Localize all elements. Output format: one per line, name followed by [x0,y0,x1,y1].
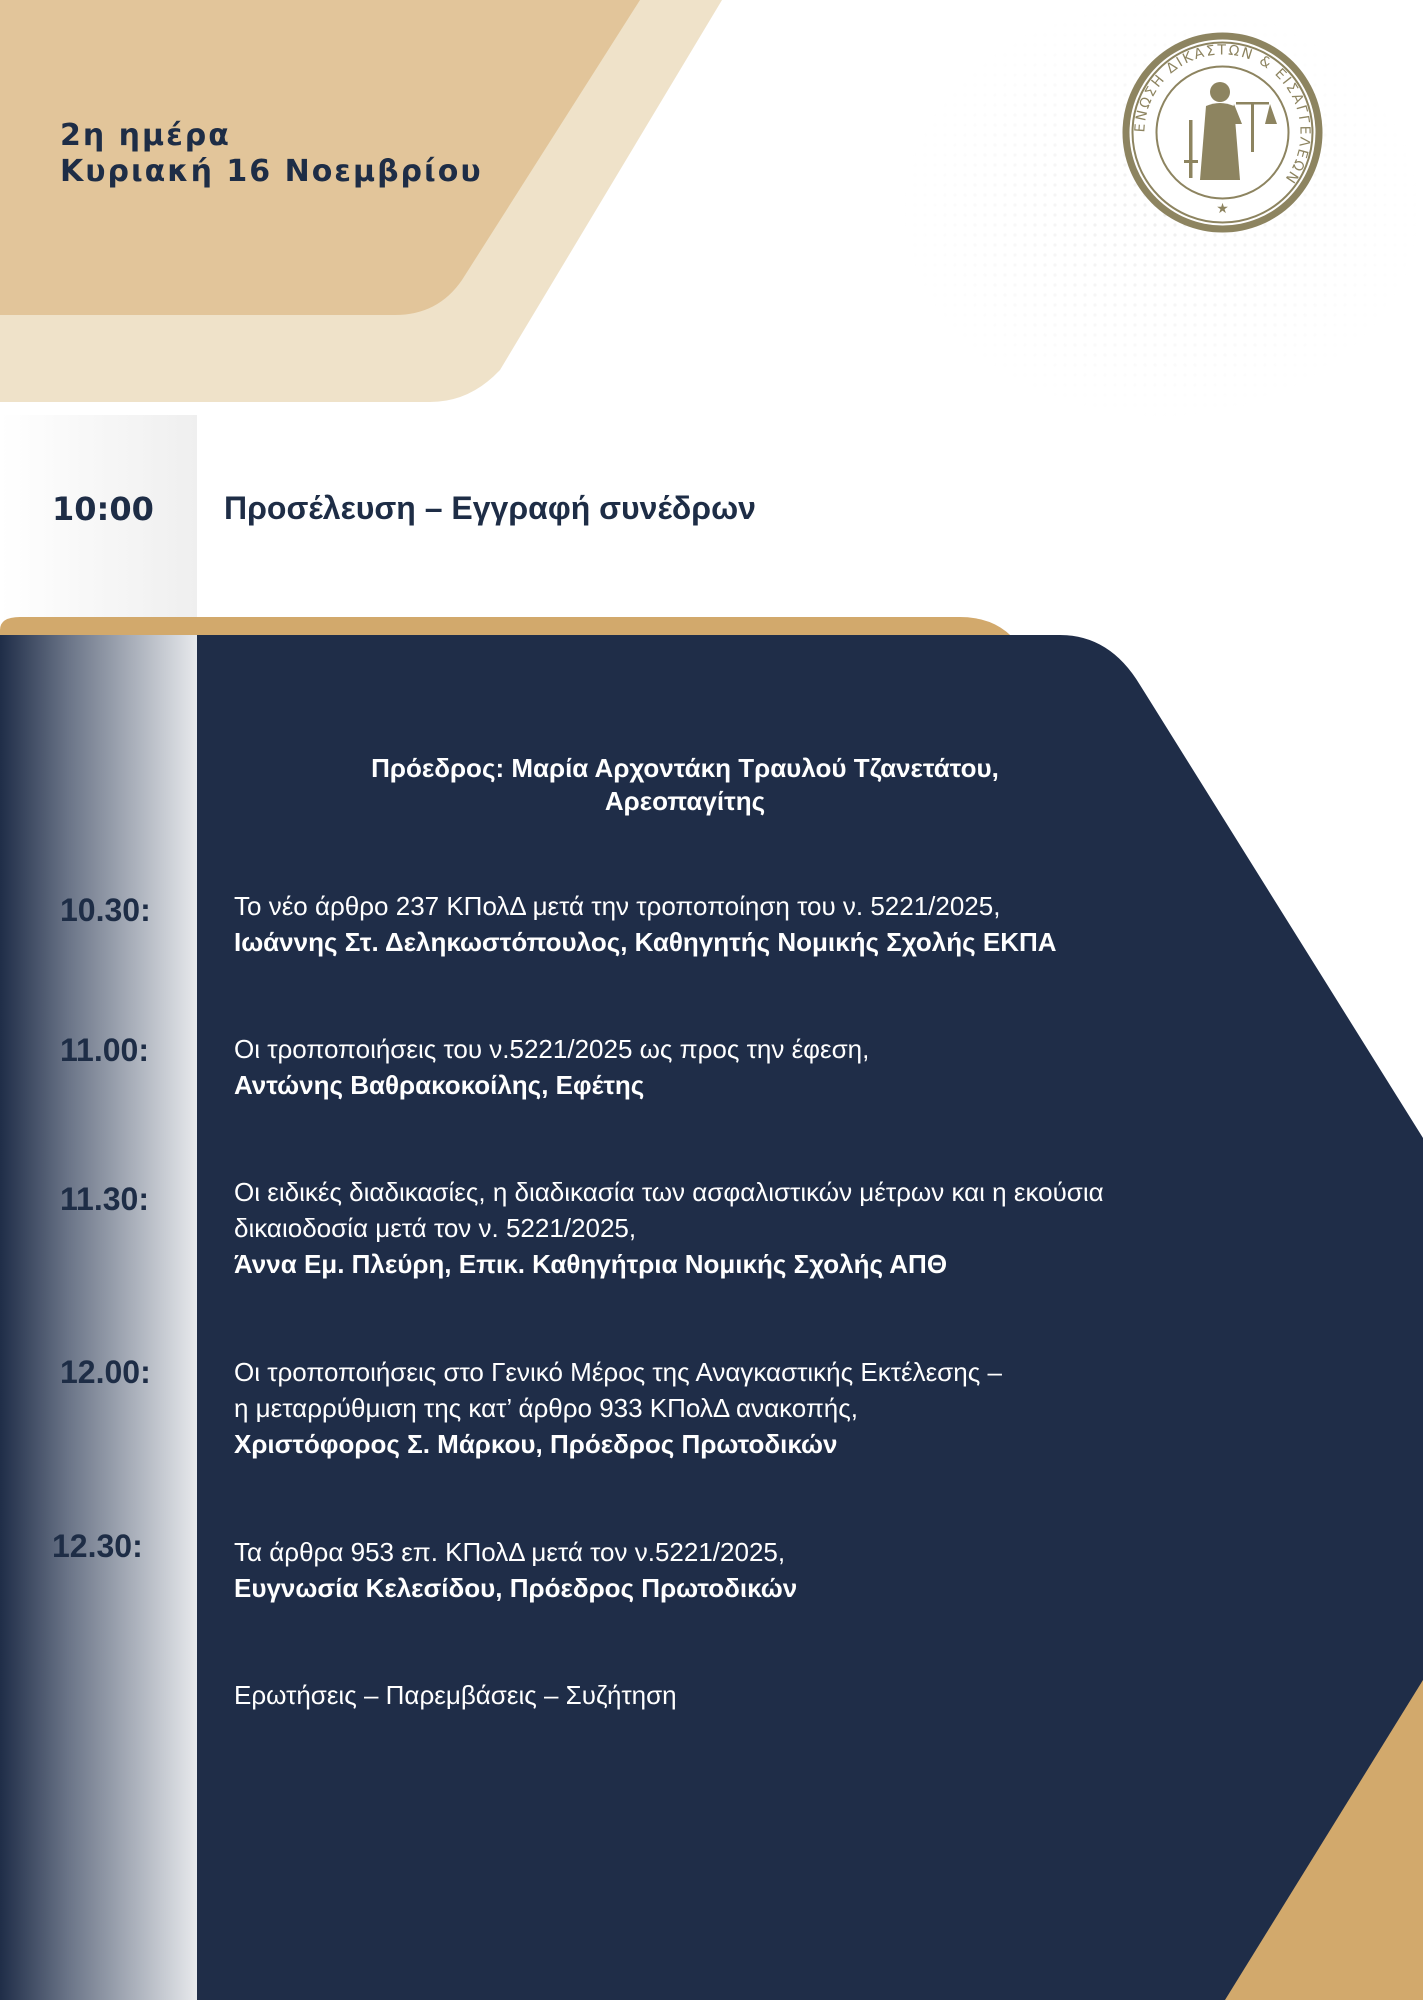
session-speaker: Χριστόφορος Σ. Μάρκου, Πρόεδρος Πρωτοδικών [234,1429,838,1459]
session-speaker: Αντώνης Βαθρακοκοίλης, Εφέτης [234,1070,645,1100]
opening-time: 10:00 [52,490,154,528]
seal-ring-text: ΕΝΩΣΗ ΔΙΚΑΣΤΩΝ & ΕΙΣΑΓΓΕΛΕΩΝ [1132,42,1313,188]
seal-star-icon: ★ [1216,201,1229,217]
session-topic: Οι τροποποιήσεις του ν.5221/2025 ως προς την έφεση, [234,1034,870,1064]
session-item [234,888,1234,960]
session-time: 11.00: [60,1032,149,1068]
session-time: 12.00: [60,1354,151,1390]
session-time: 11.30: [60,1181,149,1217]
session-topic-cont: η μεταρρύθμιση της κατ’ άρθρο 933 ΚΠολΔ ανακοπής, [234,1393,859,1423]
session-item [234,1354,1234,1462]
session-topic: Οι τροποποιήσεις στο Γενικό Μέρος της Αναγκαστικής Εκτέλεσης – [234,1357,1002,1387]
session-item [234,1031,1234,1103]
closing-discussion: Ερωτήσεις – Παρεμβάσεις – Συζήτηση [234,1680,677,1710]
day-label: 2η ημέρα [60,118,231,153]
session-topic: Το νέο άρθρο 237 ΚΠολΔ μετά την τροποποίηση του ν. 5221/2025, [234,891,1001,921]
session-topic: Τα άρθρα 953 επ. ΚΠολΔ μετά τον ν.5221/2025, [234,1537,786,1567]
session-speaker: Ιωάννης Στ. Δεληκωστόπουλος, Καθηγητής Νομικής Σχολής ΕΚΠΑ [234,927,1057,957]
session-speaker: Άννα Εμ. Πλεύρη, Επικ. Καθηγήτρια Νομικής Σχολής ΑΠΘ [234,1249,948,1279]
session-topic: Οι ειδικές διαδικασίες, η διαδικασία των ασφαλιστικών μέτρων και η εκούσια [234,1177,1104,1207]
chair-line-2: Αρεοπαγίτης [604,786,766,816]
chair-line-1: Πρόεδρος: Μαρία Αρχοντάκη Τραυλού Τζανετάτου, [371,753,999,783]
session-chair [210,752,1160,818]
navy-panel [0,635,1423,2000]
date-label: Κυριακή 16 Νοεμβρίου [60,154,483,189]
day-heading [60,118,483,190]
session-item [234,1534,1234,1606]
opening-title: Προσέλευση – Εγγραφή συνέδρων [224,490,756,526]
association-seal-logo [1120,30,1325,235]
session-time: 12.30: [52,1528,143,1564]
session-time: 10.30: [60,892,151,928]
session-topic-cont: δικαιοδοσία μετά τον ν. 5221/2025, [234,1213,637,1243]
session-item [234,1174,1234,1282]
side-strip [0,635,197,2000]
session-speaker: Ευγνωσία Κελεσίδου, Πρόεδρος Πρωτοδικών [234,1573,798,1603]
